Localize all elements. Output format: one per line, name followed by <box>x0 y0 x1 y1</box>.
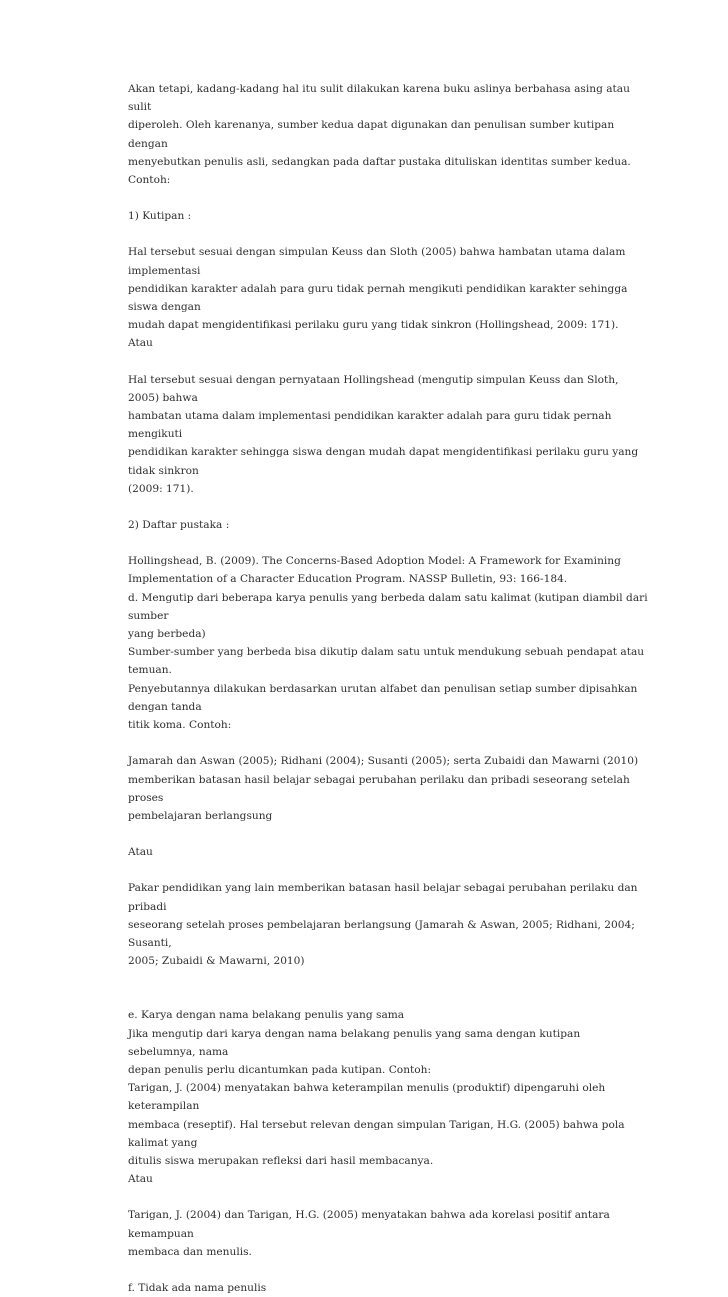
paragraph-atau: Atau <box>128 846 153 859</box>
paragraph-spacer <box>128 861 648 879</box>
paragraph-spacer <box>128 225 648 243</box>
paragraph-spacer <box>128 498 648 516</box>
paragraph-example-2: Hal tersebut sesuai dengan pernyataan Hollingshead (mengutip simpulan Keuss dan Sloth, 2005) bahwa hambatan utama dalam implementasi pendidikan karakter adalah para guru tidak pernah mengikuti pendidikan karakter sehingga siswa dengan mudah dapat mengidentifikasi perilaku guru yang tidak sinkron (2009: 171). <box>128 373 639 495</box>
paragraph-spacer <box>128 1188 648 1206</box>
paragraph-intro: Akan tetapi, kadang-kadang hal itu sulit dilakukan karena buku aslinya berbahasa asing atau sulit diperoleh. Oleh karenanya, sumber kedua dapat digunakan dan penulisan sumber kutipan dengan menyebutkan penulis asli, sedangkan pada daftar pustaka dituliskan identitas sumber kedua. Contoh: <box>128 83 631 187</box>
heading-kutipan: 1) Kutipan : <box>128 210 192 223</box>
paragraph-section-e: e. Karya dengan nama belakang penulis yang sama Jika mengutip dari karya dengan nama belakang penulis yang sama dengan kutipan sebelumnya, nama depan penulis perlu dicantumkan pada kutipan. Contoh: Tarigan, J. (2004) menyatakan bahwa keterampilan menulis (produktif) dipengaruhi oleh keterampilan membaca (reseptif). Hal tersebut relevan dengan simpulan Tarigan, H.G. (2005) bahwa pola kalimat yang ditulis siswa merupakan refleksi dari hasil membacanya. Atau <box>128 1009 625 1186</box>
document-page <box>128 80 648 1297</box>
paragraph-example-tarigan: Tarigan, J. (2004) dan Tarigan, H.G. (2005) menyatakan bahwa ada korelasi positif antara kemampuan membaca dan menulis. <box>128 1209 610 1258</box>
paragraph-spacer <box>128 534 648 552</box>
paragraph-spacer <box>128 734 648 752</box>
paragraph-example-pakar: Pakar pendidikan yang lain memberikan batasan hasil belajar sebagai perubahan perilaku dan pribadi seseorang setelah proses pembelajaran berlangsung (Jamarah & Aswan, 2005; Ridhani, 2004; Susanti, 2005; Zubaidi & Mawarni, 2010) <box>128 882 638 968</box>
paragraph-reference-and-d: Hollingshead, B. (2009). The Concerns-Based Adoption Model: A Framework for Examining Implementation of a Character Education Program. NASSP Bulletin, 93: 166-184. d. Mengutip dari beberapa karya penulis yang berbeda dalam satu kalimat (kutipan diambil dari sumber yang berbeda) Sumber-sumber yang berbeda bisa dikutip dalam satu untuk mendukung sebuah pendapat atau temuan. Penyebutannya dilakukan berdasarkan urutan alfabet dan penulisan setiap sumber dipisahkan dengan tanda titik koma. Contoh: <box>128 555 648 732</box>
paragraph-spacer <box>128 825 648 843</box>
heading-daftar-pustaka: 2) Daftar pustaka : <box>128 519 230 532</box>
paragraph-spacer <box>128 189 648 207</box>
paragraph-spacer <box>128 970 648 1006</box>
paragraph-spacer <box>128 1261 648 1279</box>
heading-section-f: f. Tidak ada nama penulis <box>128 1281 267 1294</box>
paragraph-spacer <box>128 353 648 371</box>
paragraph-example-multiple: Jamarah dan Aswan (2005); Ridhani (2004); Susanti (2005); serta Zubaidi dan Mawarni (2010) memberikan batasan hasil belajar sebagai perubahan perilaku dan pribadi seseorang setelah proses pembelajaran berlangsung <box>128 755 639 822</box>
paragraph-example-1: Hal tersebut sesuai dengan simpulan Keuss dan Sloth (2005) bahwa hambatan utama dalam implementasi pendidikan karakter adalah para guru tidak pernah mengikuti pendidikan karakter sehingga siswa dengan mudah dapat mengidentifikasi perilaku guru yang tidak sinkron (Hollingshead, 2009: 171). Atau <box>128 246 628 350</box>
